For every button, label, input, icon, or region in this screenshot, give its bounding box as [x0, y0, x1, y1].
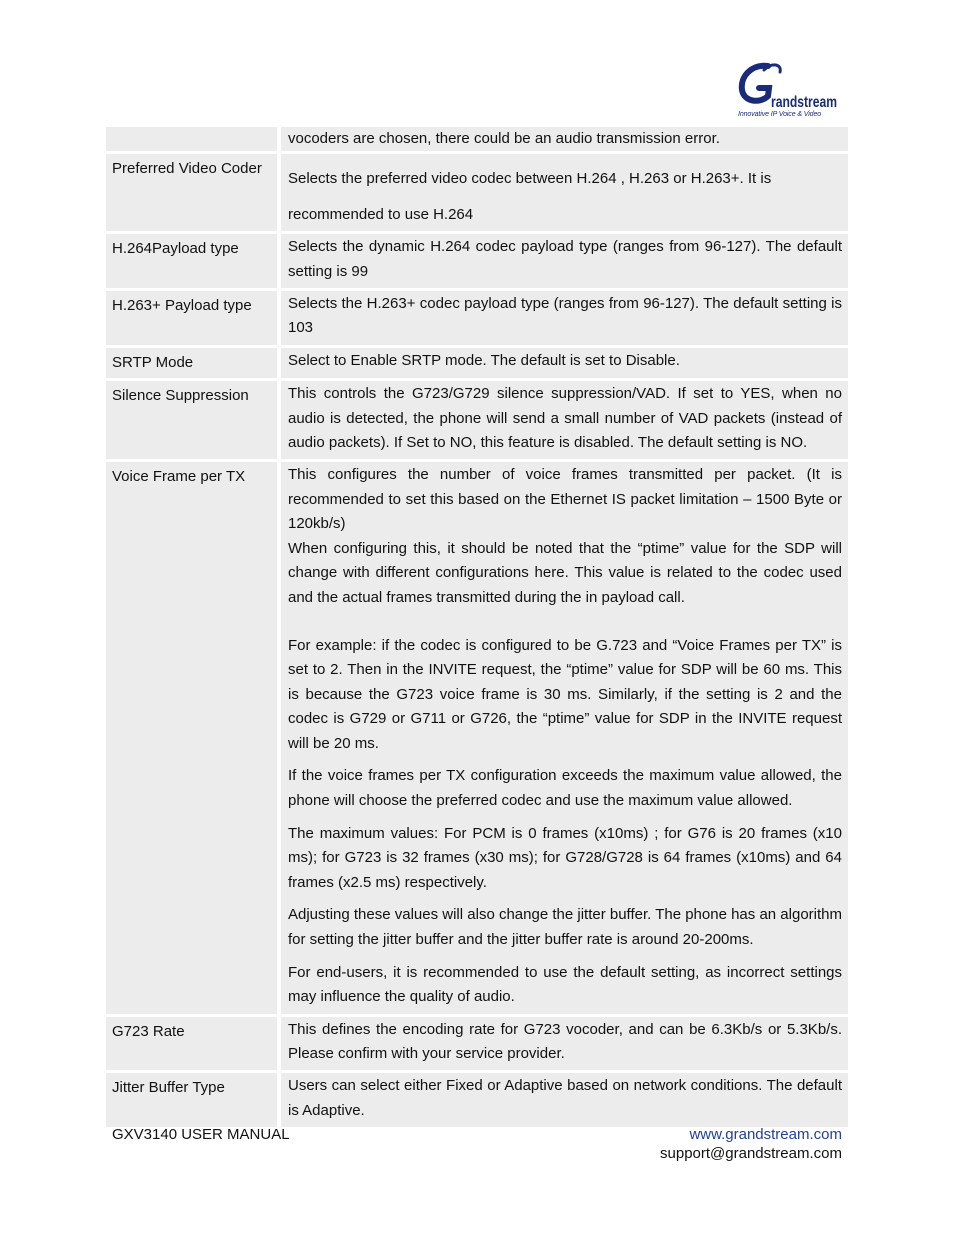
row-description — [281, 154, 848, 231]
description-text: vocoders are chosen, there could be an audio transmission error. — [288, 130, 720, 147]
table-row — [106, 348, 848, 378]
footer-contact — [660, 1125, 842, 1163]
support-email[interactable]: support@grandstream.com — [660, 1145, 842, 1162]
table-row — [106, 234, 848, 288]
table-row — [106, 154, 848, 231]
description-text: This controls the G723/G729 silence suppression/VAD. If set to YES, when no audio is detected, the phone will send a small number of VAD packets (instead of audio packets). If Set to NO, this feature is disabled. The default setting is NO. — [288, 385, 842, 452]
row-description — [281, 291, 848, 345]
row-description — [281, 1017, 848, 1071]
table-row — [106, 291, 848, 345]
row-description — [281, 381, 848, 459]
description-text: Adjusting these values will also change the jitter buffer. The phone has an algorithm for setting the jitter buffer and the jitter buffer rate is around 20-200ms. — [288, 906, 842, 948]
settings-table — [106, 127, 848, 1130]
description-text: Selects the preferred video codec between H.264 , H.263 or H.263+. It is — [288, 170, 772, 188]
grandstream-logo — [738, 60, 838, 120]
description-text: Selects the H.263+ codec payload type (ranges from 96-127). The default setting is 103 — [288, 295, 842, 337]
description-text: For end-users, it is recommended to use the default setting, as incorrect settings may influence the quality of audio. — [288, 963, 842, 1006]
row-description — [281, 462, 848, 1013]
row-label: Voice Frame per TX — [106, 462, 277, 1013]
row-description — [281, 127, 848, 151]
row-label — [106, 127, 277, 151]
description-text: For example: if the codec is configured to be G.723 and “Voice Frames per TX” is set to 2. Then in the INVITE request, the “ptime” value for SDP will be 60 ms. This is because the G723 voice frame is 30 ms. Similarly, if the setting is 2 and the codec is G729 or G711 or G726, the “ptime” value for SDP in the INVITE request will be 20 ms. — [288, 636, 842, 752]
row-description — [281, 348, 848, 378]
table-row — [106, 462, 848, 1013]
logo-tagline: Innovative IP Voice & Video — [738, 111, 822, 118]
description-text: This defines the encoding rate for G723 vocoder, and can be 6.3Kb/s or 5.3Kb/s. Please confirm with your service provider. — [288, 1020, 842, 1062]
row-label: Jitter Buffer Type — [106, 1073, 277, 1127]
table-row — [106, 127, 848, 151]
table-row — [106, 1073, 848, 1127]
row-label: H.263+ Payload type — [106, 291, 277, 345]
footer-manual-title: GXV3140 USER MANUAL — [112, 1126, 290, 1143]
description-text: recommended to use H.264 — [288, 205, 474, 223]
row-label: H.264Payload type — [106, 234, 277, 288]
row-label: SRTP Mode — [106, 348, 277, 378]
description-text: Select to Enable SRTP mode. The default is set to Disable. — [288, 351, 680, 369]
website-link[interactable]: www.grandstream.com — [689, 1126, 842, 1143]
row-description — [281, 234, 848, 288]
row-label: Preferred Video Coder — [106, 154, 277, 231]
table-row — [106, 381, 848, 459]
table-row — [106, 1017, 848, 1071]
svg-text:randstream: randstream — [771, 94, 837, 111]
row-description — [281, 1073, 848, 1127]
description-text: Selects the dynamic H.264 codec payload type (ranges from 96-127). The default setting is 99 — [288, 238, 842, 280]
description-text: Users can select either Fixed or Adaptive based on network conditions. The default is Adaptive. — [288, 1077, 842, 1119]
row-label: G723 Rate — [106, 1017, 277, 1071]
grandstream-logo-mark — [738, 60, 838, 112]
description-text: The maximum values: For PCM is 0 frames (x10ms) ; for G76 is 20 frames (x10 ms); for G723 is 32 frames (x30 ms); for G728/G728 is 64 frames (x10ms) and 64 frames (x2.5 ms) respectively. — [288, 824, 842, 891]
description-text: When configuring this, it should be noted that the “ptime” value for the SDP will change with different configurations here. This value is related to the codec used and the actual frames transmitted during the in payload call. — [288, 539, 842, 606]
description-text: This configures the number of voice frames transmitted per packet. (It is recommended to set this based on the Ethernet IS packet limitation – 1500 Byte or 120kb/s) — [288, 466, 842, 533]
description-text: If the voice frames per TX configuration exceeds the maximum value allowed, the phone will choose the preferred codec and use the maximum value allowed. — [288, 767, 842, 809]
row-label: Silence Suppression — [106, 381, 277, 459]
